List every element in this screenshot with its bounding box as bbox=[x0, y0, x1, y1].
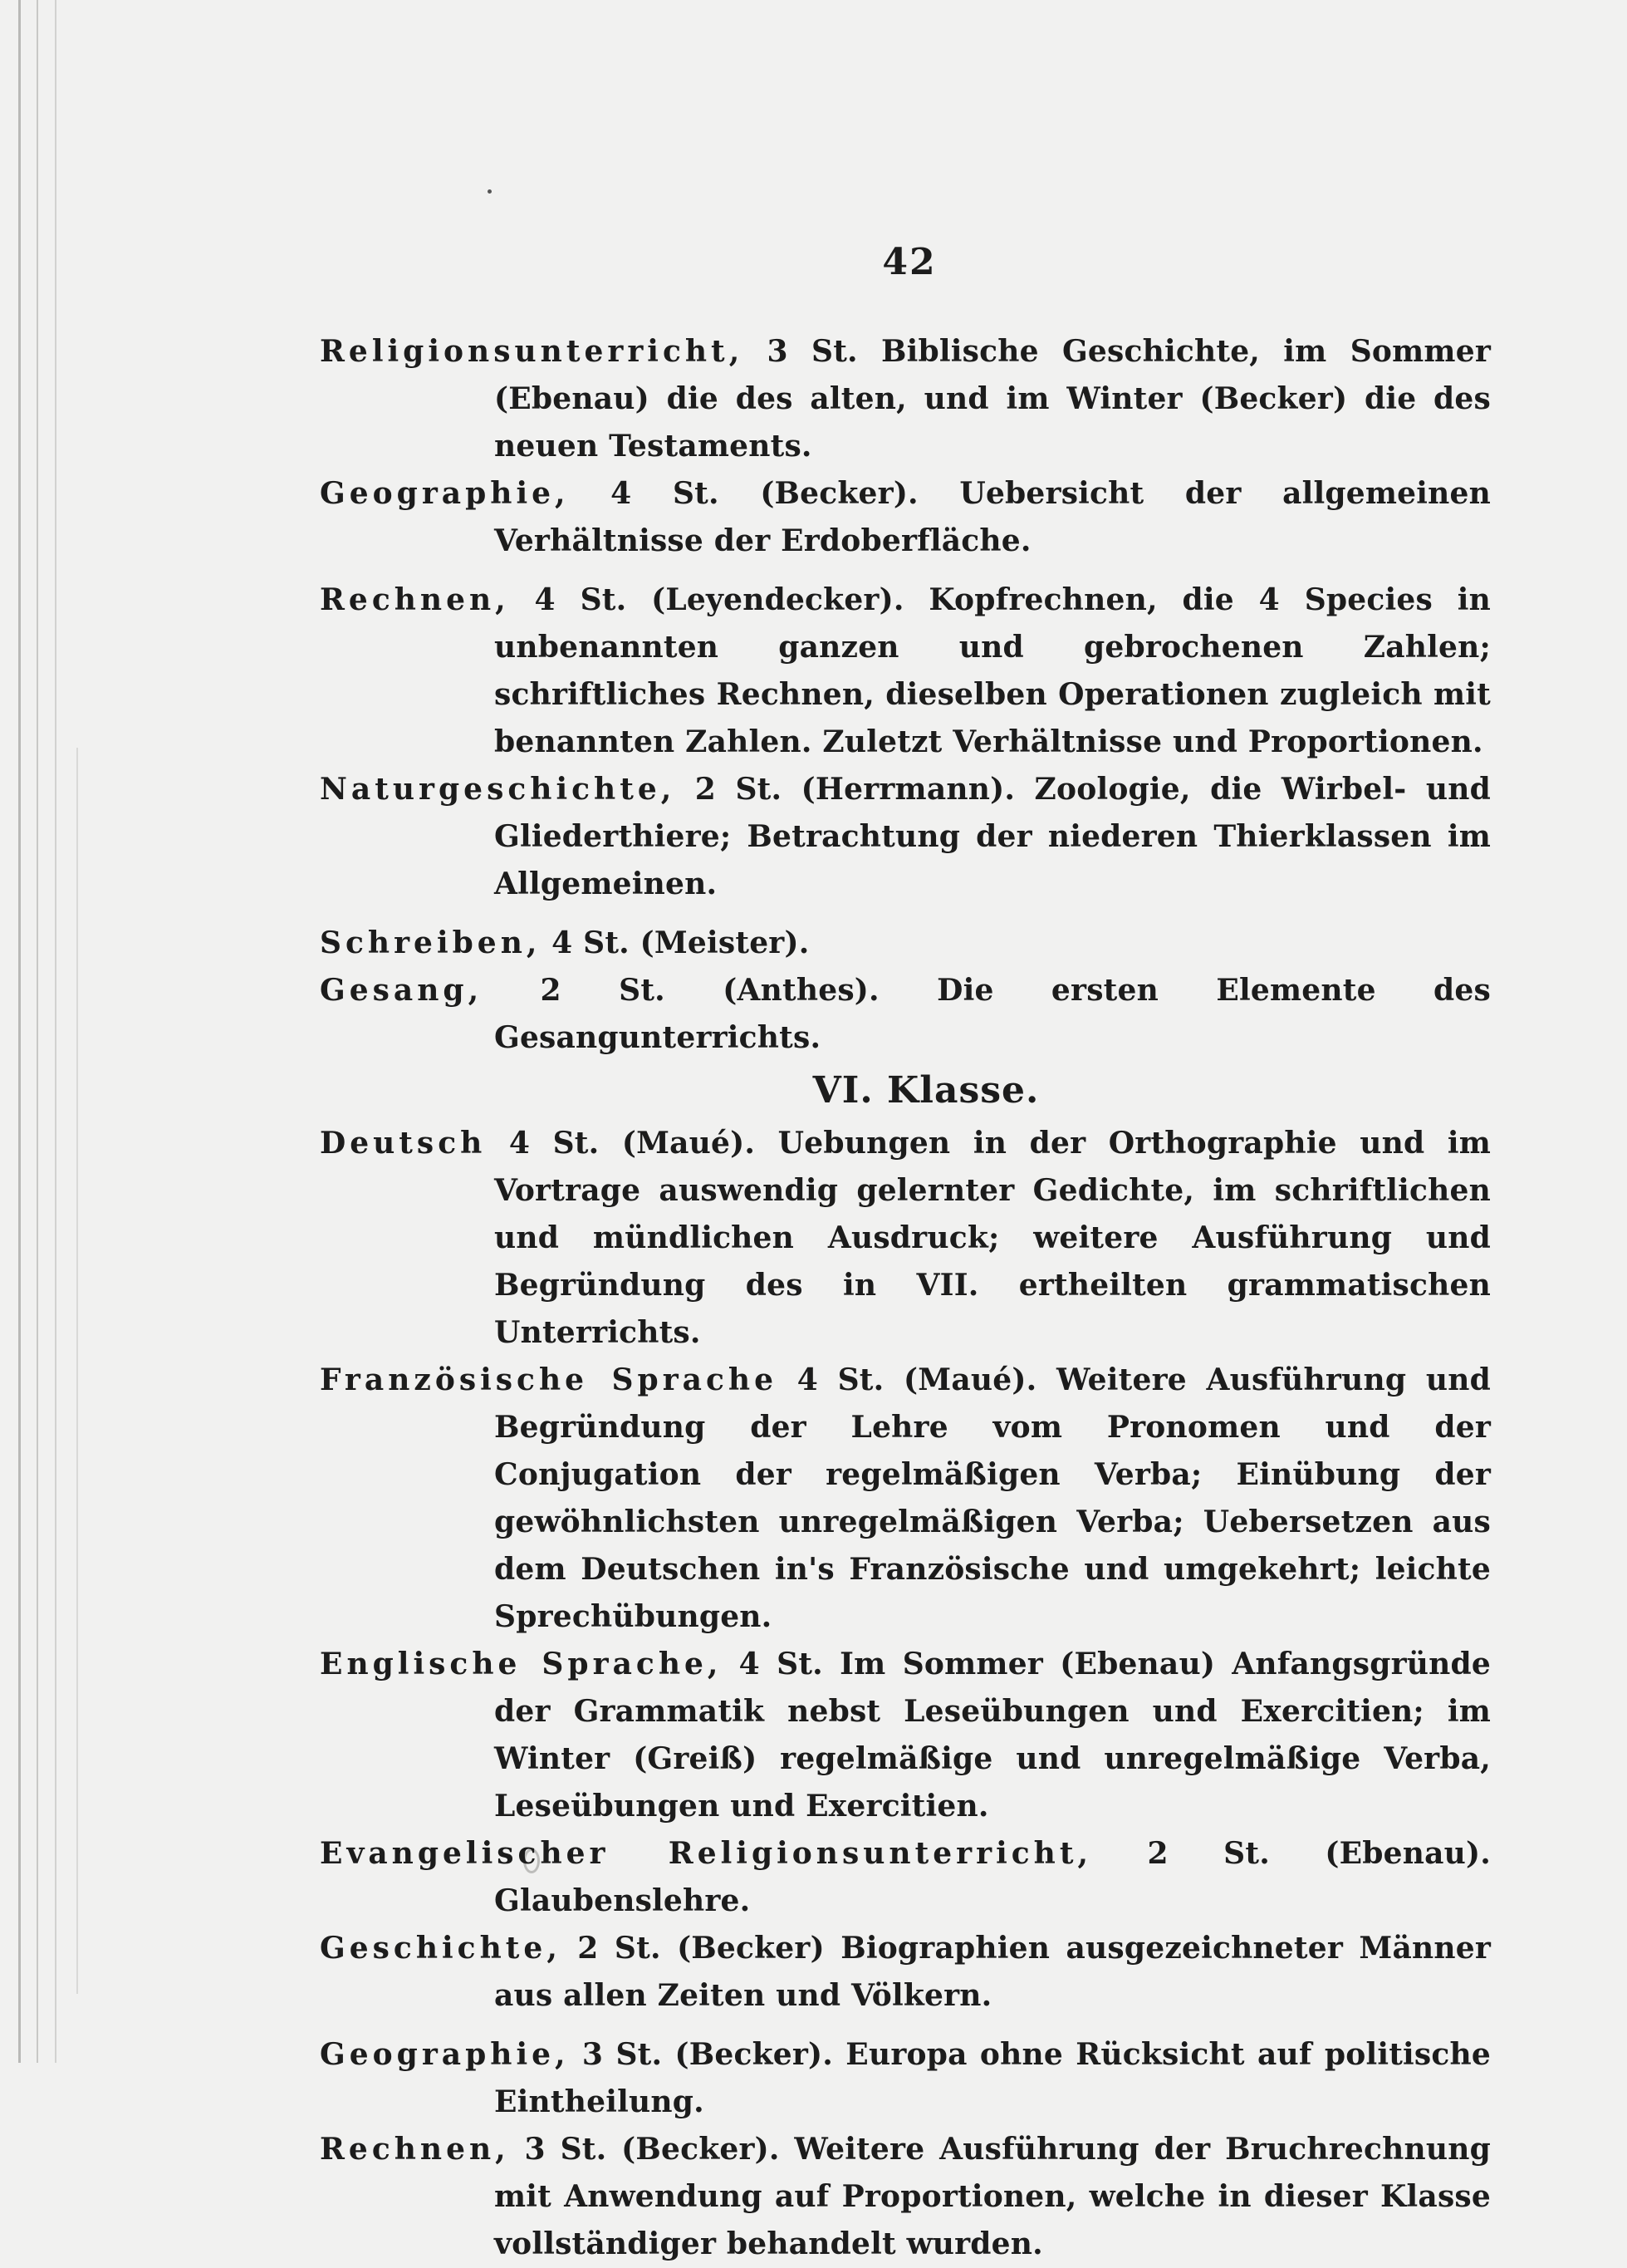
curriculum-entry bbox=[320, 577, 1491, 766]
subject-name: Deutsch bbox=[320, 1126, 487, 1161]
subject-name: Naturgeschichte, bbox=[320, 772, 676, 807]
curriculum-entry bbox=[320, 967, 1491, 1062]
curriculum-entry bbox=[320, 1641, 1491, 1830]
subject-name: Schreiben, bbox=[320, 925, 542, 960]
curriculum-entry bbox=[320, 920, 1491, 967]
subject-name: Französische Sprache bbox=[320, 1362, 777, 1397]
entry-text: 2 St. (Herrmann). Zoologie, die Wirbel- und Gliederthiere; Betrachtung der niederen Thierklassen im Allgemeinen. bbox=[494, 772, 1492, 901]
entry-text: 2 St. (Becker) Biographien ausgezeichneter Männer aus allen Zeiten und Völkern. bbox=[494, 1931, 1492, 2013]
entry-text: 2 St. (Anthes). Die ersten Elemente des Gesangunterrichts. bbox=[494, 973, 1491, 1055]
subject-name: Geographie, bbox=[320, 2037, 570, 2072]
entry-text: 4 St. (Becker). Uebersicht der allgemeinen Verhältnisse der Erdoberfläche. bbox=[494, 476, 1492, 558]
curriculum-entry bbox=[320, 766, 1491, 908]
curriculum-entry bbox=[320, 1925, 1491, 2020]
subject-name: Geographie, bbox=[320, 476, 570, 511]
subject-name: Rechnen, bbox=[320, 2132, 510, 2167]
subject-name: Gesang, bbox=[320, 973, 483, 1008]
curriculum-entry bbox=[320, 328, 1491, 470]
subject-name: Rechnen, bbox=[320, 582, 510, 617]
entry-text: 4 St. (Meister). bbox=[551, 925, 810, 960]
entry-text: 4 St. (Leyendecker). Kopfrechnen, die 4 Species in unbenannten ganzen und gebrochenen Zahlen; schriftliches Rechnen, dieselben Operationen zugleich mit benannten Zahlen. Zuletzt Verhältnisse und Proportionen. bbox=[494, 582, 1491, 759]
entry-text: 3 St. (Becker). Europa ohne Rücksicht auf politische Eintheilung. bbox=[494, 2037, 1491, 2119]
entry-text: 4 St. (Maué). Uebungen in der Orthographie und im Vortrage auswendig gelernter Gedichte, im schriftlichen und mündlichen Ausdruck; weitere Ausführung und Begründung des in VII. ertheilten grammatischen Unterrichts. bbox=[494, 1126, 1491, 1350]
curriculum-entry bbox=[320, 1830, 1491, 1925]
curriculum-entry bbox=[320, 1120, 1491, 1357]
entry-text: 3 St. (Becker). Weitere Ausführung der Bruchrechnung mit Anwendung auf Proportionen, welche in dieser Klasse vollständiger behandelt wurden. bbox=[494, 2132, 1491, 2261]
subject-name: Evangelischer Religionsunterricht, bbox=[320, 1836, 1092, 1871]
entry-text: 2 St. (Ebenau). Glaubenslehre. bbox=[494, 1836, 1491, 1918]
entry-text: 3 St. Biblische Geschichte, im Sommer (Ebenau) die des alten, und im Winter (Becker) die des neuen Testaments. bbox=[494, 334, 1491, 464]
curriculum-entry bbox=[320, 2126, 1491, 2268]
page-edge bbox=[18, 0, 21, 2063]
page-content bbox=[320, 328, 1491, 2268]
page-edge bbox=[76, 748, 78, 1994]
page-number: 42 bbox=[882, 241, 937, 283]
entry-text: 4 St. (Maué). Weitere Ausführung und Begründung der Lehre vom Pronomen und der Conjugation der regelmäßigen Verba; Einübung der gewöhnlichsten unregelmäßigen Verba; Uebersetzen aus dem Deutschen in's Französische und umgekehrt; leichte Sprechübungen. bbox=[494, 1362, 1492, 1634]
ink-dot bbox=[488, 189, 492, 194]
curriculum-entry bbox=[320, 470, 1491, 565]
entry-text: 4 St. Im Sommer (Ebenau) Anfangsgründe der Grammatik nebst Leseübungen und Exercitien; im Winter (Greiß) regelmäßige und unregelmäßige Verba, Leseübungen und Exercitien. bbox=[494, 1647, 1491, 1824]
page-edge bbox=[37, 0, 38, 2063]
page-edge bbox=[55, 0, 56, 2063]
subject-name: Geschichte, bbox=[320, 1931, 561, 1966]
subject-name: Englische Sprache, bbox=[320, 1647, 723, 1681]
curriculum-entry bbox=[320, 1357, 1491, 1641]
subject-name: Religionsunterricht, bbox=[320, 334, 744, 369]
section-heading: VI. Klasse. bbox=[812, 1069, 1040, 1112]
curriculum-entry bbox=[320, 2031, 1491, 2126]
